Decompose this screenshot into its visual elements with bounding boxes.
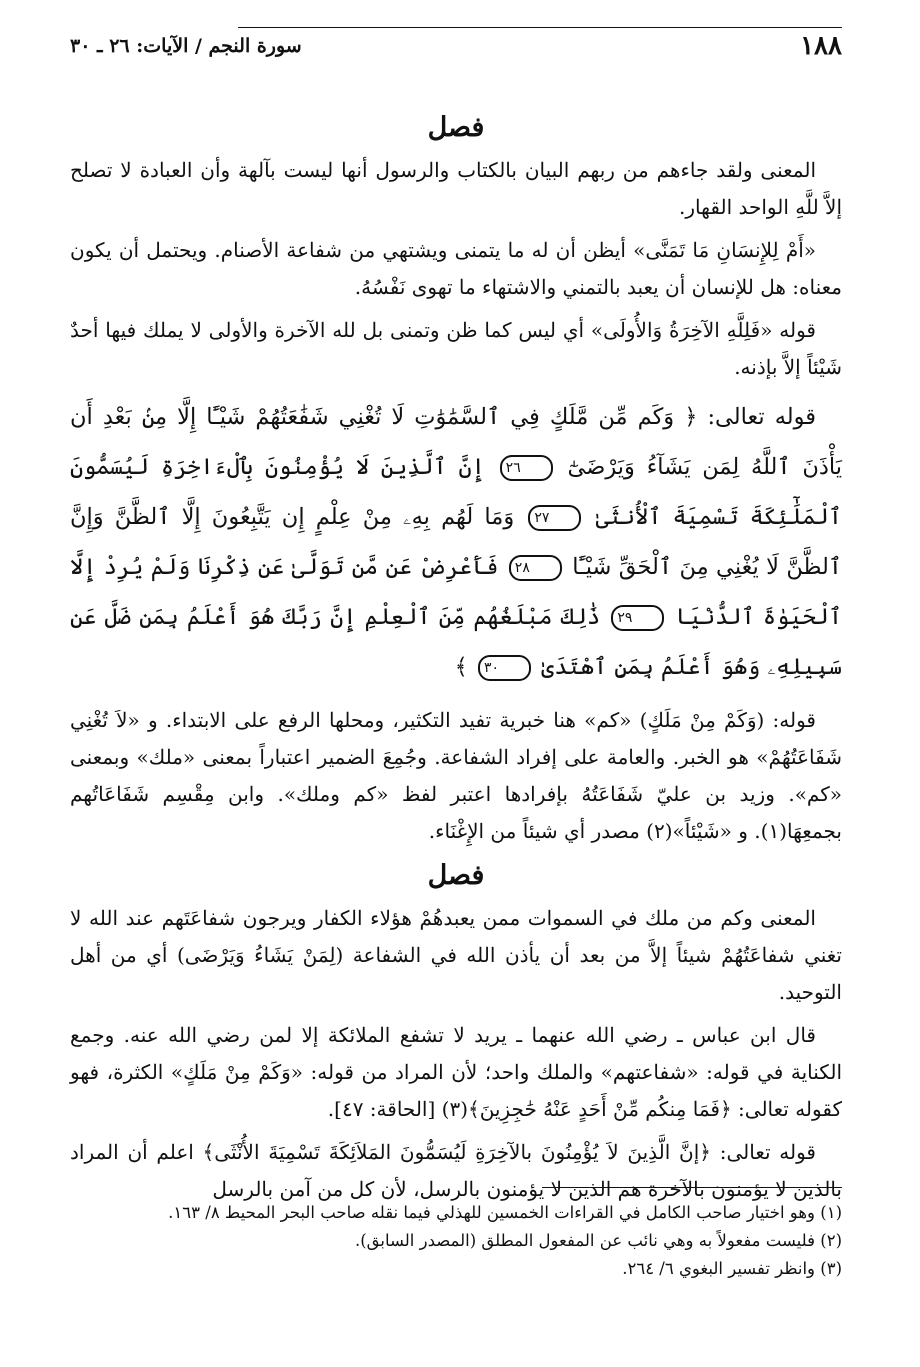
quran-open-bracket: ﴿ [684, 404, 698, 430]
paragraph: قوله تعالى: ﴿إنَّ الَّذِينَ لاَ يُؤْمِنُونَ بالآخِرَةِ لَيُسَمُّونَ المَلاَئِكَةَ تَسْمِيَةَ الأُنْثَى﴾ اعلم أن المراد بالذين لا يؤمنون بالآخرة هم الذين لا يؤمنون بالرسل، لأن كل من آمن بالرسل [70, 1140, 842, 1201]
page-number: ١٨٨ [800, 31, 842, 61]
paragraph: المعنى وكم من ملك في السموات ممن يعبدهُمْ هؤلاء الكفار ويرجون شفاعَتَهم عند الله لا تغني شفاعَتُهُمْ شيئاً إلاَّ من بعد أن يأذن الله في الشفاعة (لِمَنْ يَشَاءُ وَيَرْضَى) أي من أهل التوحيد. [70, 906, 842, 1004]
quran-intro: قوله تعالى: [707, 404, 816, 430]
verse-text: فَأَعْرِضْ عَن مَّن تَوَلَّىٰ عَن ذِكْرِنَا وَلَمْ يُرِدْ إِلَّا ٱلْحَيَوٰةَ ٱلدُّنْيَا [70, 554, 843, 630]
ayah-number-marker: ٢٧ [528, 505, 581, 531]
section-heading: فصل [427, 860, 485, 891]
main-text [70, 108, 842, 1214]
footnotes [70, 1199, 842, 1283]
paragraph: قوله «فَلِلَّهِ الآخِرَةُ وَالأُولَى» أي ليس كما ظن وتمنى بل لله الآخرة والأولى لا يملك فيها أحدٌ شَيْئاً إلاَّ بإذنه. [70, 318, 842, 379]
footnote-rule [542, 1187, 842, 1188]
verse-text: إِنَّ ٱلَّذِينَ لَا يُؤْمِنُونَ بِٱلْءَاخِرَةِ لَيُسَمُّونَ ٱلْمَلَٰٓئِكَةَ تَسْمِيَةَ ٱلْأُنثَىٰ [70, 454, 842, 530]
footnote: (٢) فليست مفعولاً به وهي نائب عن المفعول المطلق (المصدر السابق). [354, 1231, 842, 1250]
footnote: (١) وهو اختيار صاحب الكامل في القراءات الخمسين للهذلي فيما نقله صاحب البحر المحيط ٨/ ١٦٣. [168, 1203, 842, 1222]
verse-text: ذَٰلِكَ مَبْلَغُهُم مِّنَ ٱلْعِلْمِ إِنَّ رَبَّكَ هُوَ أَعْلَمُ بِمَن ضَلَّ عَن سَبِيلِهِۦ وَهُوَ أَعْلَمُ بِمَنِ ٱهْتَدَىٰ [70, 604, 842, 680]
running-title: سورة النجم / الآيات: ٢٦ ـ ٣٠ [70, 35, 302, 57]
quran-verses-block [70, 392, 842, 692]
ayah-number-marker: ٢٩ [611, 605, 664, 631]
header-rule [238, 27, 842, 28]
verse-text: وَكَم مِّن مَّلَكٍ فِي ٱلسَّمَٰوَٰتِ لَا تُغْنِي شَفَٰعَتُهُمْ شَيْـًٔا إِلَّا مِنۢ بَعْدِ أَن يَأْذَنَ ٱللَّهُ لِمَن يَشَآءُ وَيَرْضَىٰٓ [70, 404, 843, 480]
paragraph: «أَمْ لِلإِنسَانِ مَا تَمَنَّى» أيظن أن له ما يتمنى ويشتهي من شفاعة الأصنام. ويحتمل أن يكون معناه: هل للإنسان أن يعبد بالتمني والاشتهاء ما تهوى نَفْسُهُ. [70, 238, 842, 299]
paragraph: قال ابن عباس ـ رضي الله عنهما ـ يريد لا تشفع الملائكة إلا لمن رضي الله عنه. وجمع الكناية في قوله: «شفاعتهم» والملك واحد؛ لأن المراد من قوله: «وَكَمْ مِنْ مَلَكٍ» الكثرة، فهو كقوله تعالى: ﴿فَمَا مِنكُم مِّنْ أَحَدٍ عَنْهُ حَٰجِزِينَ﴾(٣) [الحاقة: ٤٧]. [70, 1023, 842, 1121]
paragraph: قوله: (وَكَمْ مِنْ مَلَكٍ) «كم» هنا خبرية تفيد التكثير، ومحلها الرفع على الابتداء. و «لاَ تُغْنِي شَفَاعَتُهُمْ» هو الخبر. والعامة على إفراد الشفاعة. وجُمِعَ الضمير اعتباراً بمعنى «ملك» وبمعنى «كم». وزيد بن عليّ شَفَاعَتُهُ بإفرادها اعتبر لفظ «كم وملك». وابن مِقْسِم شَفَاعَاتُهم بجمعِهَا(١). و «شَيْئاً»(٢) مصدر أي شيئاً من الإِغْنَاء. [70, 708, 842, 843]
running-header [70, 30, 842, 62]
verse-text: وَمَا لَهُم بِهِۦ مِنْ عِلْمٍ إِن يَتَّبِعُونَ إِلَّا ٱلظَّنَّ وَإِنَّ ٱلظَّنَّ لَا يُغْنِي مِنَ ٱلْحَقِّ شَيْـًٔا [70, 504, 842, 580]
section-heading: فصل [427, 112, 485, 143]
ayah-number-marker: ٢٨ [509, 555, 562, 581]
ayah-number-marker: ٣٠ [478, 655, 531, 681]
paragraph: المعنى ولقد جاءهم من ربهم البيان بالكتاب والرسول أنها ليست بآلهة وأن العبادة لا تصلح إلاَّ للَّهِ الواحد القهار. [70, 158, 842, 219]
footnote: (٣) وانظر تفسير البغوي ٦/ ٢٦٤. [622, 1259, 842, 1278]
quran-close-bracket: ﴾ [454, 654, 468, 680]
ayah-number-marker: ٢٦ [500, 455, 553, 481]
